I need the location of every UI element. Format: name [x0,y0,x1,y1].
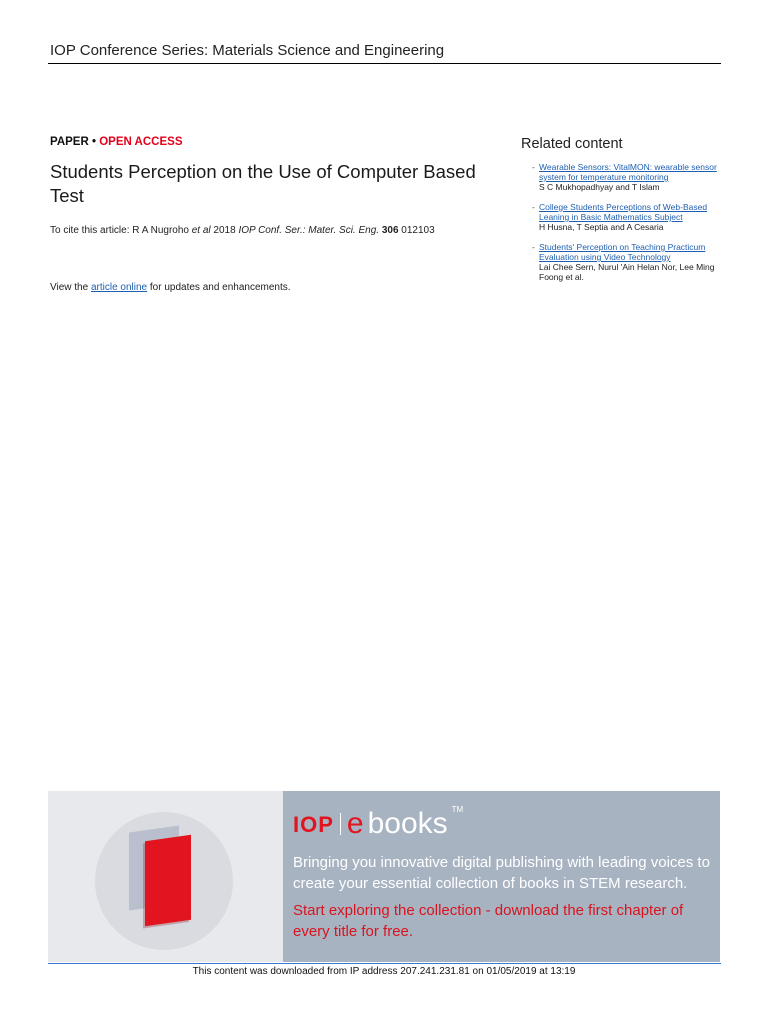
related-item-authors: S C Mukhopadhyay and T Islam [539,182,660,192]
related-item-authors: Lai Chee Sern, Nurul 'Ain Helan Nor, Lee Ming Foong et al. [539,262,715,282]
related-item-authors: H Husna, T Septia and A Cesaria [539,222,664,232]
related-item [532,162,717,192]
view-online-line [50,282,291,293]
article-title: Students Perception on the Use of Computer Based Test [50,161,476,206]
related-content-heading: Related content [521,136,623,152]
related-item-link[interactable]: College Students Perceptions of Web-Based Leaning in Basic Mathematics Subject [539,202,708,222]
banner-tagline: Bringing you innovative digital publishing with leading voices to create your essential collection of books in STEM research. [293,854,710,892]
logo-tm: TM [451,805,464,814]
cite-year: 2018 [210,225,239,236]
logo-books: books [367,807,448,840]
book-front-icon [145,835,191,926]
related-item-link[interactable]: Wearable Sensors: VitalMON: wearable sensor system for temperature monitoring [539,162,717,182]
logo-iop: IOP [293,812,334,837]
download-notice: This content was downloaded from IP address 207.241.231.81 on 01/05/2019 at 13:19 [192,966,576,977]
separator: • [88,136,100,148]
article-online-link[interactable]: article online [90,282,148,293]
cite-number: 012103 [398,225,435,236]
banner-illustration-panel [48,791,283,962]
logo-separator [340,813,341,835]
view-suffix: for updates and enhancements. [147,282,291,293]
related-content-list [532,162,717,292]
header-rule [48,63,721,64]
related-item [532,202,717,232]
cite-volume: 306 [381,225,399,236]
footer-rule [48,963,721,964]
view-prefix: View the [50,282,91,293]
cite-prefix: To cite this article: R A Nugroho [50,225,192,236]
journal-title: IOP Conference Series: Materials Science and Engineering [50,42,445,59]
list-dash: - [532,202,535,212]
logo-e: e [346,807,364,840]
citation [50,225,435,236]
iop-ebooks-logo [293,803,463,839]
paper-label: PAPER [50,136,89,148]
cite-etal: et al [191,225,211,236]
cite-journal: IOP Conf. Ser.: Mater. Sci. Eng. [238,225,380,236]
related-item [532,242,717,282]
open-access-label: OPEN ACCESS [99,136,183,148]
paper-type-line [50,136,183,148]
ebooks-banner[interactable] [48,791,720,962]
list-dash: - [532,162,535,172]
list-dash: - [532,242,535,252]
related-item-link[interactable]: Students' Perception on Teaching Practicum Evaluation using Video Technology [539,242,706,262]
banner-call-to-action[interactable]: Start exploring the collection - download the first chapter of every title for free. [293,902,684,940]
